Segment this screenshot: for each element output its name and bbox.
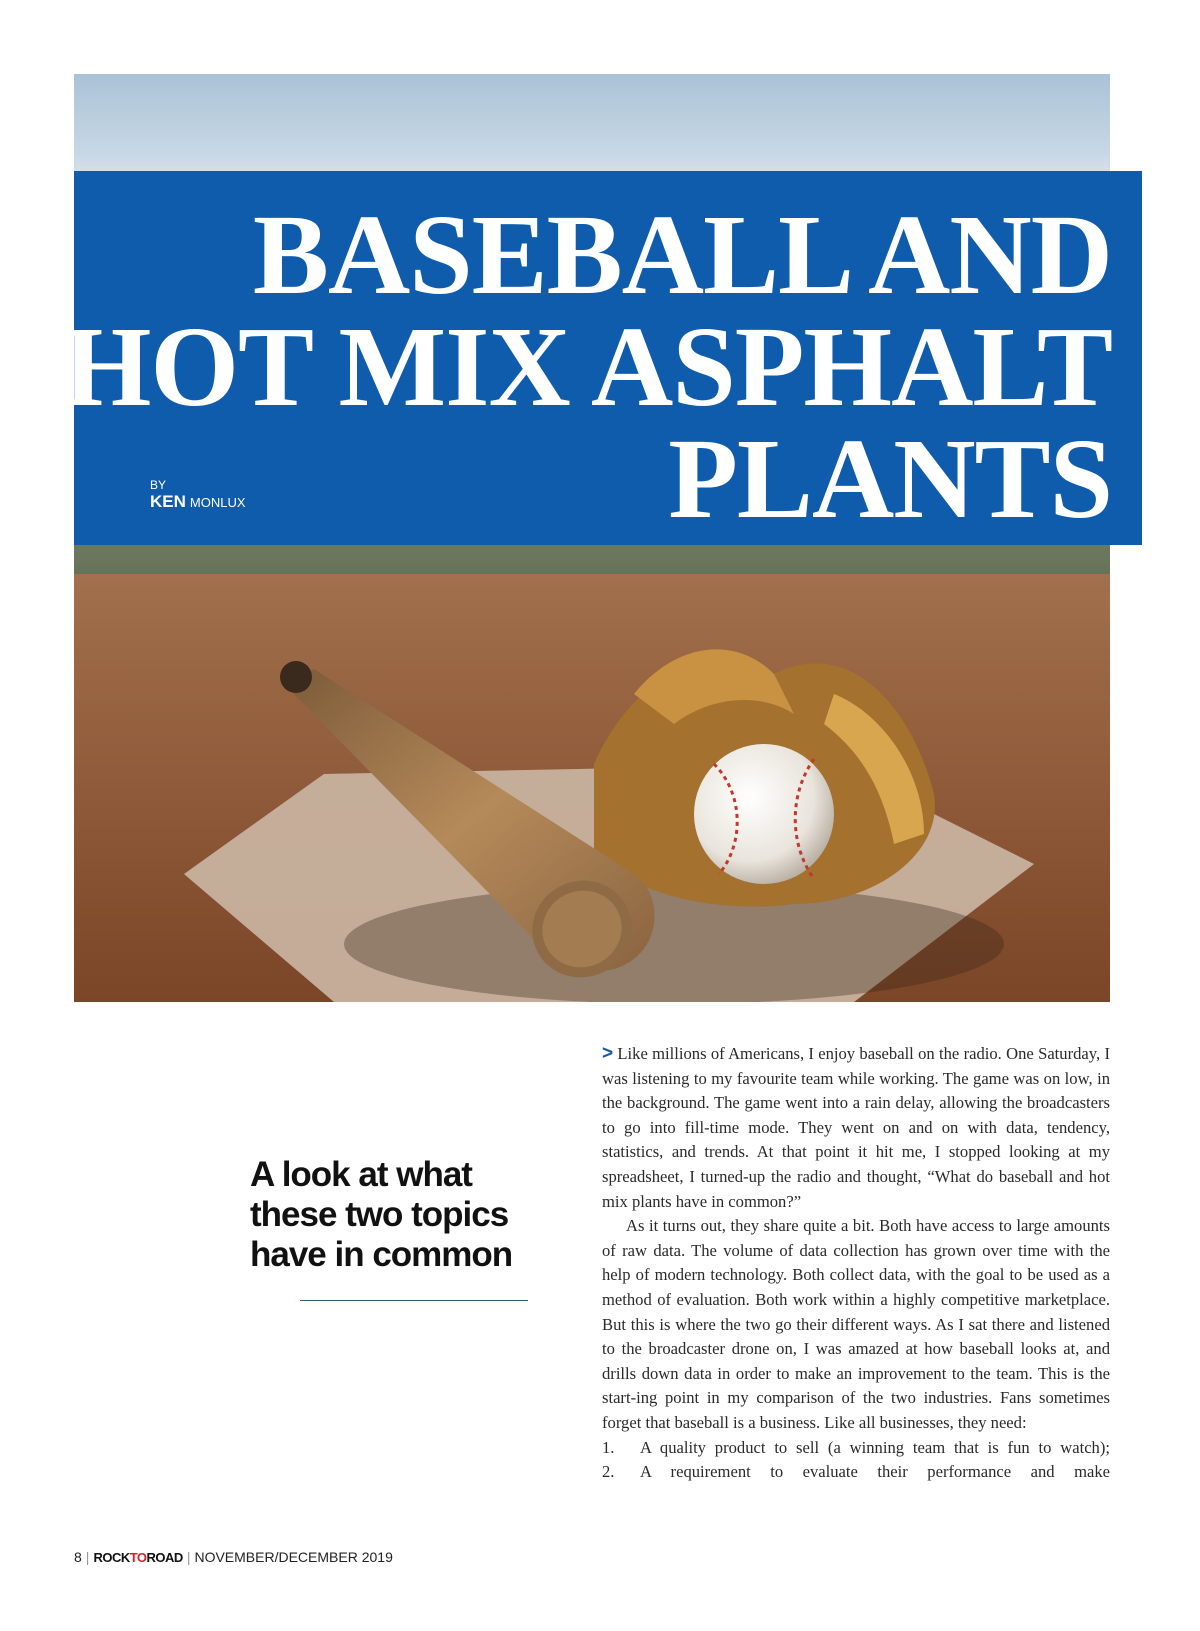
body-paragraph-1 (602, 1042, 1110, 1214)
footer-separator: | (186, 1549, 191, 1565)
title-band (62, 171, 1142, 545)
list-item-text: A quality product to sell (a winning team that is fun to watch); (640, 1437, 1110, 1457)
body-paragraph-2: As it turns out, they share quite a bit. Both have access to large amounts of raw data. The volume of data collection has grown over time with the help of modern technology. Both collect data, with the goal to be used as a method of evaluation. Both work within a highly competitive marketplace. But this is where the two go their different ways. As I sat there and listened to the broadcaster drone on, I was amazed at how baseball looks at, and drills down data in order to make an improvement to the team. This is the start-ing point in my comparison of the two industries. Fans sometimes forget that baseball is a business. Like all businesses, they need: (602, 1216, 1110, 1432)
author-first-name: KEN (150, 492, 186, 511)
lead-arrow-icon: > (602, 1043, 614, 1064)
title-line-1: BASEBALL AND (252, 191, 1112, 318)
paragraph-1-text: Like millions of Americans, I enjoy baseball on the radio. One Saturday, I was listening to my favourite team while working. The game was on low, in the background. The game went into a rain delay, allowing the broadcasters to go into fill-time mode. They went on and on with data, tendency, statistics, and trends. At that point it hit me, I stopped looking at my spreadsheet, I turned-up the radio and thought, “What do baseball and hot mix plants have in common?” (602, 1044, 1110, 1211)
list-item (602, 1460, 1110, 1485)
list-item-number: 1. (602, 1437, 615, 1457)
byline-prefix: BY (150, 478, 167, 492)
page-number: 8 (74, 1549, 82, 1565)
needs-list (602, 1436, 1110, 1485)
deck-divider (300, 1300, 528, 1301)
page-footer (74, 1549, 393, 1565)
title-line-2: HOT MIX ASPHALT (62, 303, 1112, 430)
footer-separator: | (85, 1549, 90, 1565)
article-deck: A look at what these two topics have in common (250, 1155, 513, 1274)
byline (150, 478, 246, 512)
logo-part-road: ROAD (146, 1550, 183, 1565)
author-last-name: MONLUX (189, 495, 246, 510)
logo-part-rock: ROCK (93, 1550, 130, 1565)
list-item (602, 1436, 1110, 1461)
list-item-text: A requirement to evaluate their performance and make (640, 1462, 1110, 1482)
logo-part-to: TO (129, 1550, 147, 1565)
issue-date: NOVEMBER/DECEMBER 2019 (194, 1549, 393, 1565)
article-body (602, 1042, 1110, 1485)
title-line-3: PLANTS (668, 415, 1112, 542)
magazine-logo (93, 1550, 182, 1565)
list-item-number: 2. (602, 1462, 615, 1482)
